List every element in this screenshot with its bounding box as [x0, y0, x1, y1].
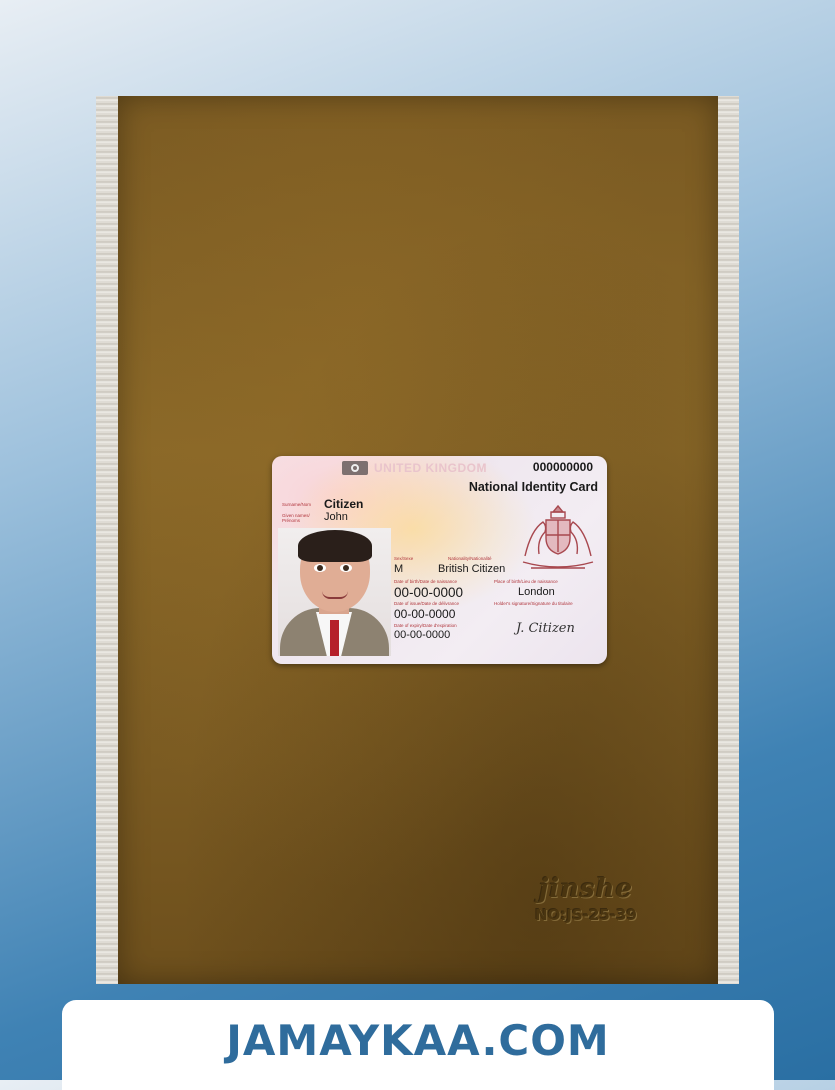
given-names-label: Given names/ Prénoms [282, 513, 310, 523]
dob-label: Date of birth/Date de naissance [394, 579, 458, 584]
card-number: 000000000 [532, 460, 593, 474]
gold-folder-cover [118, 96, 718, 984]
nationality-value: British Citizen [438, 563, 506, 575]
expiry-label: Date of expiry/Date d'expiration [394, 623, 457, 628]
brand-name: jinshe [538, 874, 634, 904]
surname-label: Surname/Nom [282, 502, 312, 507]
sex-label: Sex/Sexe [394, 556, 414, 561]
surname-value: Citizen [324, 497, 364, 511]
chip-icon [342, 461, 368, 475]
issue-label: Date of issue/Date de délivrance [394, 601, 460, 606]
signature-label: Holder's signature/Signature du titulaire [494, 601, 573, 606]
issue-value: 00-00-0000 [394, 607, 456, 621]
folder-brand-emboss [496, 874, 676, 924]
holder-photo [278, 528, 391, 656]
expiry-value: 00-00-0000 [394, 629, 451, 641]
card-title: National Identity Card [468, 480, 598, 494]
photo-frame [96, 96, 739, 984]
sex-value: M [394, 563, 404, 575]
site-name: JAMAYKAA.COM [226, 1016, 610, 1065]
brand-number: NO:JS-25-39 [535, 906, 637, 924]
card-country: UNITED KINGDOM [374, 461, 487, 475]
footer-banner [62, 1000, 774, 1090]
national-identity-card [272, 456, 607, 664]
pob-label: Place of birth/Lieu de naissance [494, 579, 558, 584]
given-names-value: John [324, 511, 348, 523]
holder-signature: J. Citizen [516, 621, 575, 636]
royal-coat-of-arms-icon [517, 502, 599, 574]
nationality-label: Nationality/Nationalité [448, 556, 492, 561]
dob-value: 00-00-0000 [394, 585, 464, 600]
pob-value: London [518, 586, 555, 598]
